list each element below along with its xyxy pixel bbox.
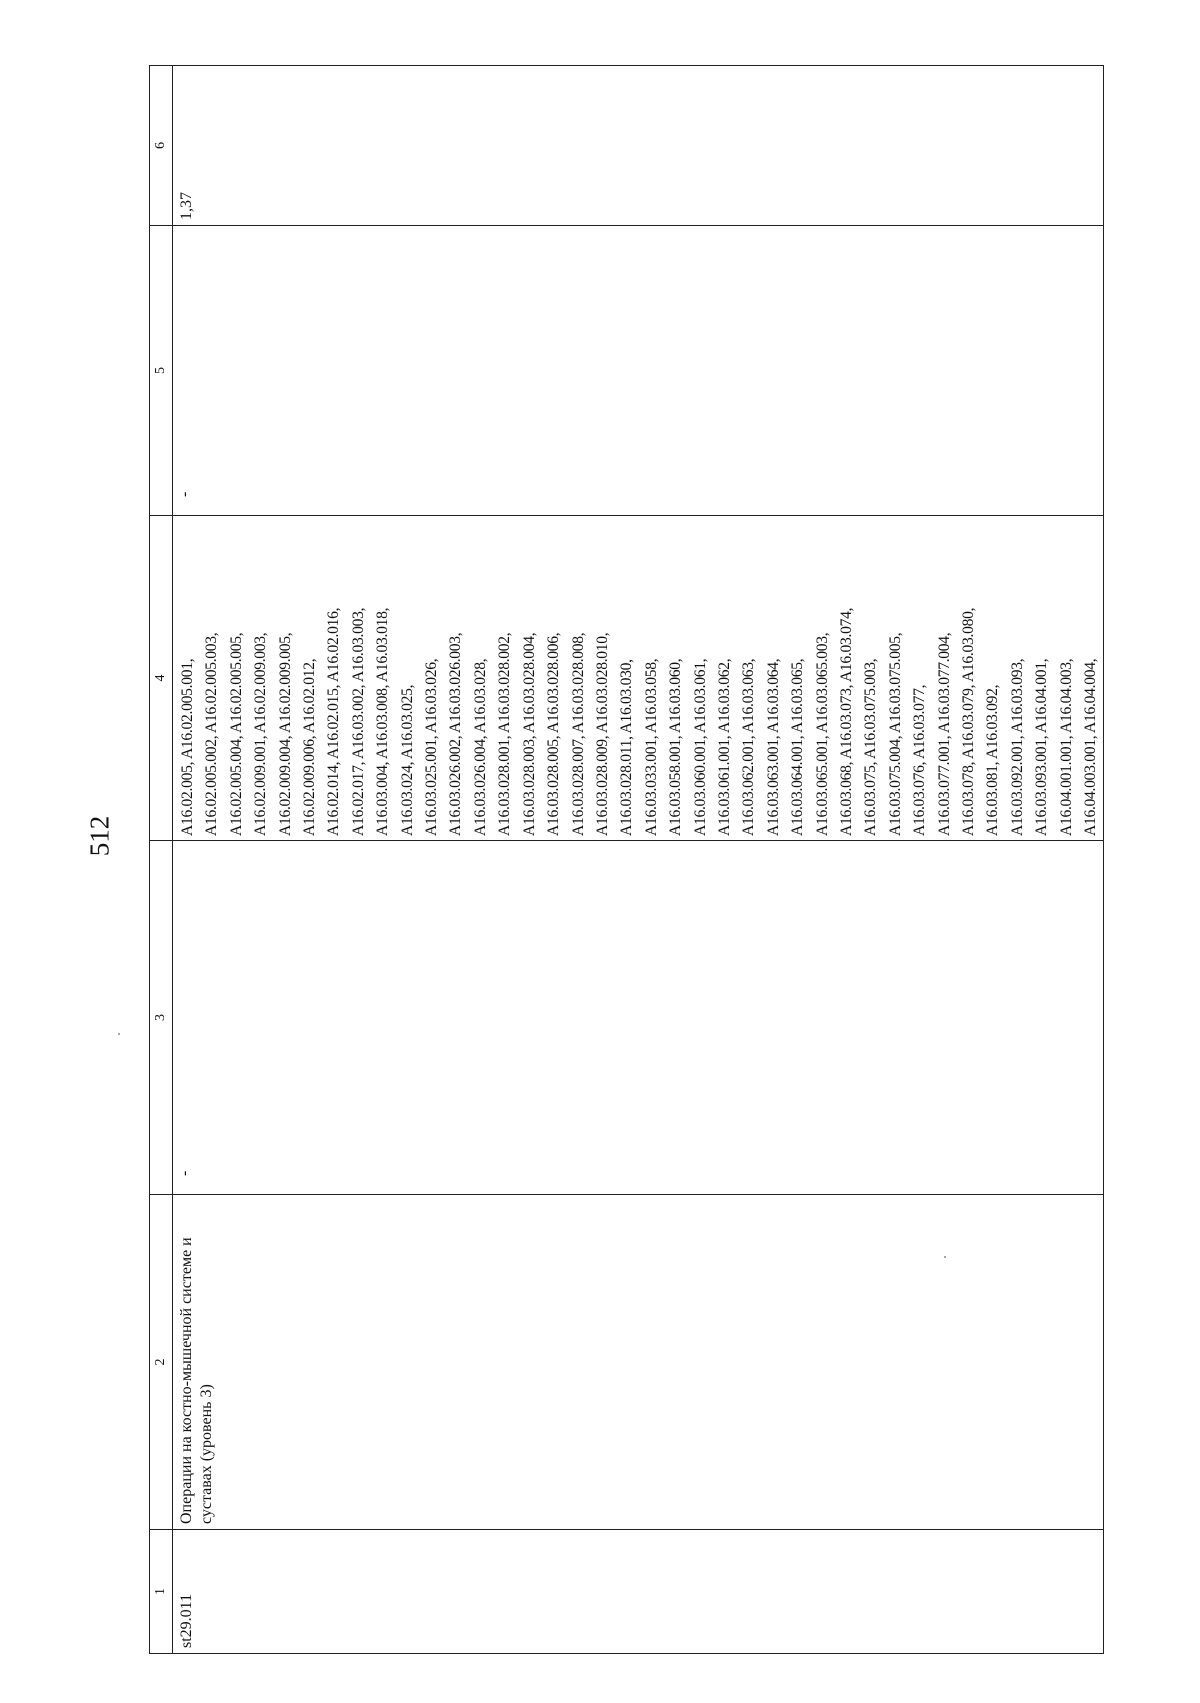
code-cell <box>173 1530 1104 1654</box>
service-code-line: A16.02.009.001, A16.02.009.003, <box>252 632 270 836</box>
service-code-line: A16.03.064.001, A16.03.065, <box>789 658 807 836</box>
service-code-line: A16.02.009.004, A16.02.009.005, <box>276 632 294 836</box>
tariff-table <box>149 65 1104 1654</box>
coefficient-value: 1,37 <box>178 192 195 220</box>
service-code-line: A16.03.062.001, A16.03.063, <box>740 658 758 836</box>
scan-speck <box>944 1256 946 1258</box>
service-code-line: A16.03.026.002, A16.03.026.003, <box>447 632 465 836</box>
service-code-line: A16.03.024, A16.03.025, <box>398 684 416 836</box>
column-5-value: - <box>176 491 193 497</box>
service-code-line: A16.03.058.001, A16.03.060, <box>667 658 685 836</box>
column-header-2: 2 <box>150 1195 173 1530</box>
service-code-line: A16.03.068, A16.03.073, A16.03.074, <box>837 607 855 836</box>
service-code-line: A16.04.001.001, A16.04.003, <box>1057 658 1075 836</box>
column-3-value: - <box>176 1170 193 1176</box>
service-code-line: A16.03.081, A16.03.092, <box>984 684 1002 836</box>
name-cell <box>173 1195 1104 1530</box>
service-code-line: A16.03.075, A16.03.075.003, <box>862 658 880 836</box>
service-code-line: A16.03.063.001, A16.03.064, <box>764 658 782 836</box>
service-code-line: A16.03.093.001, A16.04.001, <box>1033 658 1051 836</box>
service-code-line: A16.02.005.004, A16.02.005.005, <box>227 632 245 836</box>
scan-speck <box>118 1033 120 1035</box>
service-code-line: A16.03.077.001, A16.03.077.004, <box>935 632 953 836</box>
service-code-line: A16.03.060.001, A16.03.061, <box>691 658 709 836</box>
column-header-4: 4 <box>150 516 173 841</box>
service-code-line: A16.02.005, A16.02.005.001, <box>179 658 196 836</box>
group-code: st29.011 <box>178 1593 195 1648</box>
column-3-cell <box>173 841 1104 1195</box>
service-code-line: A16.03.026.004, A16.03.028, <box>471 658 489 836</box>
group-name: Операции на костно-мышечной системе и суставах (уровень 3) <box>178 1237 215 1524</box>
header-row <box>150 66 173 1654</box>
page-number: 512 <box>84 815 115 857</box>
service-code-line: A16.02.009.006, A16.02.012, <box>301 658 319 836</box>
service-code-line: A16.03.078, A16.03.079, A16.03.080, <box>960 607 977 836</box>
service-code-line: A16.02.005.002, A16.02.005.003, <box>203 632 221 836</box>
service-codes-list <box>173 516 1103 840</box>
service-code-line: A16.04.003.001, A16.04.004, <box>1082 658 1100 836</box>
service-code-line: A16.03.028.007, A16.03.028.008, <box>569 632 587 836</box>
service-code-line: A16.02.014, A16.02.015, A16.02.016, <box>325 607 343 836</box>
service-code-line: A16.03.028.009, A16.03.028.010, <box>593 632 611 836</box>
service-code-line: A16.03.028.003, A16.03.028.004, <box>520 632 538 836</box>
service-code-line: A16.03.092.001, A16.03.093, <box>1008 658 1026 836</box>
tariff-table-rotated <box>149 66 1100 1654</box>
service-code-line: A16.03.076, A16.03.077, <box>911 684 929 836</box>
service-code-line: A16.03.028.011, A16.03.030, <box>618 659 636 836</box>
service-code-line: A16.03.065.001, A16.03.065.003, <box>813 632 831 836</box>
service-code-line: A16.03.033.001, A16.03.058, <box>642 658 660 836</box>
table-row <box>173 66 1104 1654</box>
service-code-line: A16.02.017, A16.03.002, A16.03.003, <box>349 607 367 836</box>
service-code-line: A16.03.075.004, A16.03.075.005, <box>886 632 904 836</box>
column-5-cell <box>173 226 1104 516</box>
service-code-line: A16.03.028.001, A16.03.028.002, <box>496 632 514 836</box>
service-code-line: A16.03.028.005, A16.03.028.006, <box>545 632 563 836</box>
coefficient-cell <box>173 66 1104 226</box>
column-header-1: 1 <box>150 1530 173 1654</box>
column-header-5: 5 <box>150 226 173 516</box>
service-code-line: A16.03.004, A16.03.008, A16.03.018, <box>374 607 392 836</box>
column-header-6: 6 <box>150 66 173 226</box>
column-header-3: 3 <box>150 841 173 1195</box>
service-code-line: A16.03.025.001, A16.03.026, <box>423 658 441 836</box>
service-code-line: A16.03.061.001, A16.03.062, <box>715 658 733 836</box>
service-codes-cell <box>173 516 1104 841</box>
